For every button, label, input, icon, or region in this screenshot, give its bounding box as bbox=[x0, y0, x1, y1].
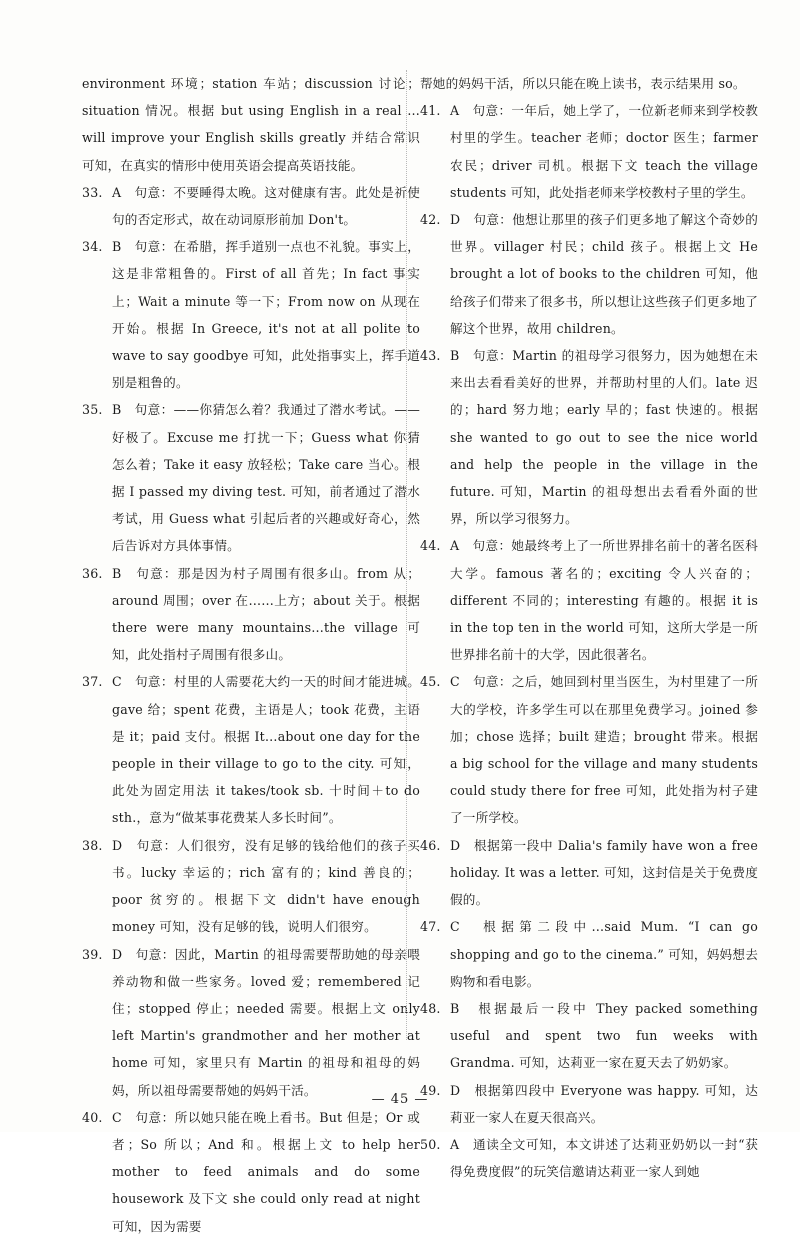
answer-number: 37. bbox=[82, 674, 103, 690]
answer-item bbox=[420, 1131, 758, 1185]
answer-number: 40. bbox=[82, 1109, 103, 1125]
answer-explanation: B 句意：在希腊，挥手道别一点也不礼貌。事实上，这是非常粗鲁的。First of all 首先；In fact 事实上；Wait a minute 等一下；From now on 从现在开始。根据 In Greece, it's not at all polite to wave to say goodbye 可知，此处指事实上，挥手道别是粗鲁的。 bbox=[112, 239, 420, 391]
answer-explanation: B 句意：——你猜怎么着？我通过了潜水考试。——好极了。Excuse me 打扰一下；Guess what 你猜怎么着；Take it easy 放轻松；Take care 当心。根据 I passed my diving test. 可知，前者通过了潜水考试，用 Guess what 引起后者的兴趣或好奇心，然后告诉对方具体事情。 bbox=[112, 402, 420, 554]
answer-explanation: C 根据第二段中…said Mum. “I can go shopping and go to the cinema.” 可知，妈妈想去购物和看电影。 bbox=[450, 919, 758, 989]
answer-item bbox=[420, 668, 758, 831]
answer-item bbox=[82, 179, 420, 233]
answer-number: 36. bbox=[82, 565, 103, 581]
answer-number: 49. bbox=[420, 1082, 441, 1098]
answer-item bbox=[82, 396, 420, 559]
answer-number: 42. bbox=[420, 212, 441, 228]
answer-number: 34. bbox=[82, 239, 103, 255]
answer-item bbox=[82, 1104, 420, 1240]
right-column-continuation: 帮她的妈妈干活，所以只能在晚上读书，表示结果用 so。 bbox=[420, 76, 746, 91]
answer-number: 35. bbox=[82, 402, 103, 418]
answer-explanation: C 句意：之后，她回到村里当医生，为村里建了一所大的学校，许多学生可以在那里免费学习。joined 参加；chose 选择；built 建造；brought 带来。根据 a big school for the village and many students could study there for free 可知，此处指为村子建了一所学校。 bbox=[450, 674, 758, 826]
page-number: — 45 — bbox=[371, 1092, 429, 1107]
answer-item bbox=[82, 832, 420, 941]
answer-item bbox=[420, 913, 758, 995]
answer-item bbox=[82, 668, 420, 831]
answer-item bbox=[420, 995, 758, 1077]
answer-explanation: D 句意：人们很穷，没有足够的钱给他们的孩子买书。lucky 幸运的；rich 富有的；kind 善良的；poor 贫穷的。根据下文 didn't have enough money 可知，没有足够的钱，说明人们很穷。 bbox=[112, 837, 420, 935]
answer-item bbox=[82, 941, 420, 1104]
answer-number: 46. bbox=[420, 837, 441, 853]
answer-explanation: C 句意：所以她只能在晚上看书。But 但是；Or 或者；So 所以；And 和。根据上文 to help her mother to feed animals and do some housework 及下文 she could only read at night 可知，因为需要 bbox=[112, 1109, 420, 1234]
left-column bbox=[82, 70, 420, 1240]
answer-explanation: C 句意：村里的人需要花大约一天的时间才能进城。gave 给；spent 花费，主语是人；took 花费，主语是 it；paid 支付。根据 It…about one day for the people in their village to go to the city. 可知，此处为固定用法 it takes/took sb. 十时间＋to do sth.，意为“做某事花费某人多长时间”。 bbox=[112, 674, 420, 826]
column-divider bbox=[406, 70, 407, 1040]
right-column bbox=[420, 70, 758, 1185]
answer-item bbox=[82, 233, 420, 396]
answer-explanation: A 句意：不要睡得太晚。这对健康有害。此处是祈使句的否定形式，故在动词原形前加 Don't。 bbox=[112, 184, 420, 228]
answer-explanation: A 句意：她最终考上了一所世界排名前十的著名医科大学。famous 著名的；exciting 令人兴奋的；different 不同的；interesting 有趣的。根据 it is in the top ten in the world 可知，这所大学是一所世界排名前十的大学，因此很著名。 bbox=[450, 538, 758, 663]
answer-number: 33. bbox=[82, 184, 103, 200]
answer-item bbox=[82, 560, 420, 669]
answer-number: 48. bbox=[420, 1000, 441, 1016]
left-column-continuation: environment 环境；station 车站；discussion 讨论；situation 情况。根据 but using English in a real … will improve your English skills greatly 并结合常识可知，在真实的情形中使用英语会提高英语技能。 bbox=[82, 76, 420, 173]
answer-explanation: B 句意：那是因为村子周围有很多山。from 从；around 周围；over 在……上方；about 关于。根据 there were many mountains…the village 可知，此处指村子周围有很多山。 bbox=[112, 565, 420, 663]
right-answer-list bbox=[420, 97, 758, 1185]
answer-number: 38. bbox=[82, 837, 103, 853]
answer-number: 47. bbox=[420, 919, 441, 935]
answer-explanation: B 句意：Martin 的祖母学习很努力，因为她想在未来出去看看美好的世界，并帮助村里的人们。late 迟的；hard 努力地；early 早的；fast 快速的。根据 she wanted to go out to see the nice world and help the people in the village in the future. 可知，Martin 的祖母想出去看看外面的世界，所以学习很努力。 bbox=[450, 348, 758, 527]
answer-explanation: B 根据最后一段中 They packed something useful and spent two fun weeks with Grandma. 可知，达莉亚一家在夏天去了奶奶家。 bbox=[450, 1000, 758, 1071]
answer-item bbox=[420, 206, 758, 342]
answer-explanation: D 句意：因此，Martin 的祖母需要帮助她的母亲喂养动物和做一些家务。loved 爱；remembered 记住；stopped 停止；needed 需要。根据上文 only left Martin's grandmother and her mother at home 可知，家里只有 Martin 的祖母和祖母的妈妈，所以祖母需要帮她的妈妈干活。 bbox=[112, 946, 420, 1098]
answer-number: 41. bbox=[420, 103, 441, 119]
answer-explanation: D 根据第四段中 Everyone was happy. 可知，达莉亚一家人在夏天很高兴。 bbox=[450, 1082, 758, 1125]
answer-number: 44. bbox=[420, 538, 441, 554]
answer-item bbox=[420, 832, 758, 914]
answer-number: 39. bbox=[82, 946, 103, 962]
answer-explanation: D 根据第一段中 Dalia's family have won a free holiday. It was a letter. 可知，这封信是关于免费度假的。 bbox=[450, 837, 758, 908]
answer-explanation: D 句意：他想让那里的孩子们更多地了解这个奇妙的世界。villager 村民；child 孩子。根据上文 He brought a lot of books to the children 可知，他给孩子们带来了很多书，所以想让这些孩子们更多地了解这个世界，故用 children。 bbox=[450, 212, 758, 336]
answer-number: 50. bbox=[420, 1136, 441, 1152]
answer-item bbox=[420, 97, 758, 206]
answer-number: 45. bbox=[420, 674, 441, 690]
answer-explanation: A 通读全文可知，本文讲述了达莉亚奶奶以一封“获得免费度假”的玩笑信邀请达莉亚一家人到她 bbox=[450, 1136, 758, 1180]
answer-item bbox=[420, 342, 758, 532]
answer-number: 43. bbox=[420, 348, 441, 364]
answer-item bbox=[420, 532, 758, 668]
left-answer-list bbox=[82, 179, 420, 1240]
answer-explanation: A 句意：一年后，她上学了，一位新老师来到学校教村里的学生。teacher 老师；doctor 医生；farmer 农民；driver 司机。根据下文 teach the village students 可知，此处指老师来学校教村子里的学生。 bbox=[450, 103, 758, 200]
